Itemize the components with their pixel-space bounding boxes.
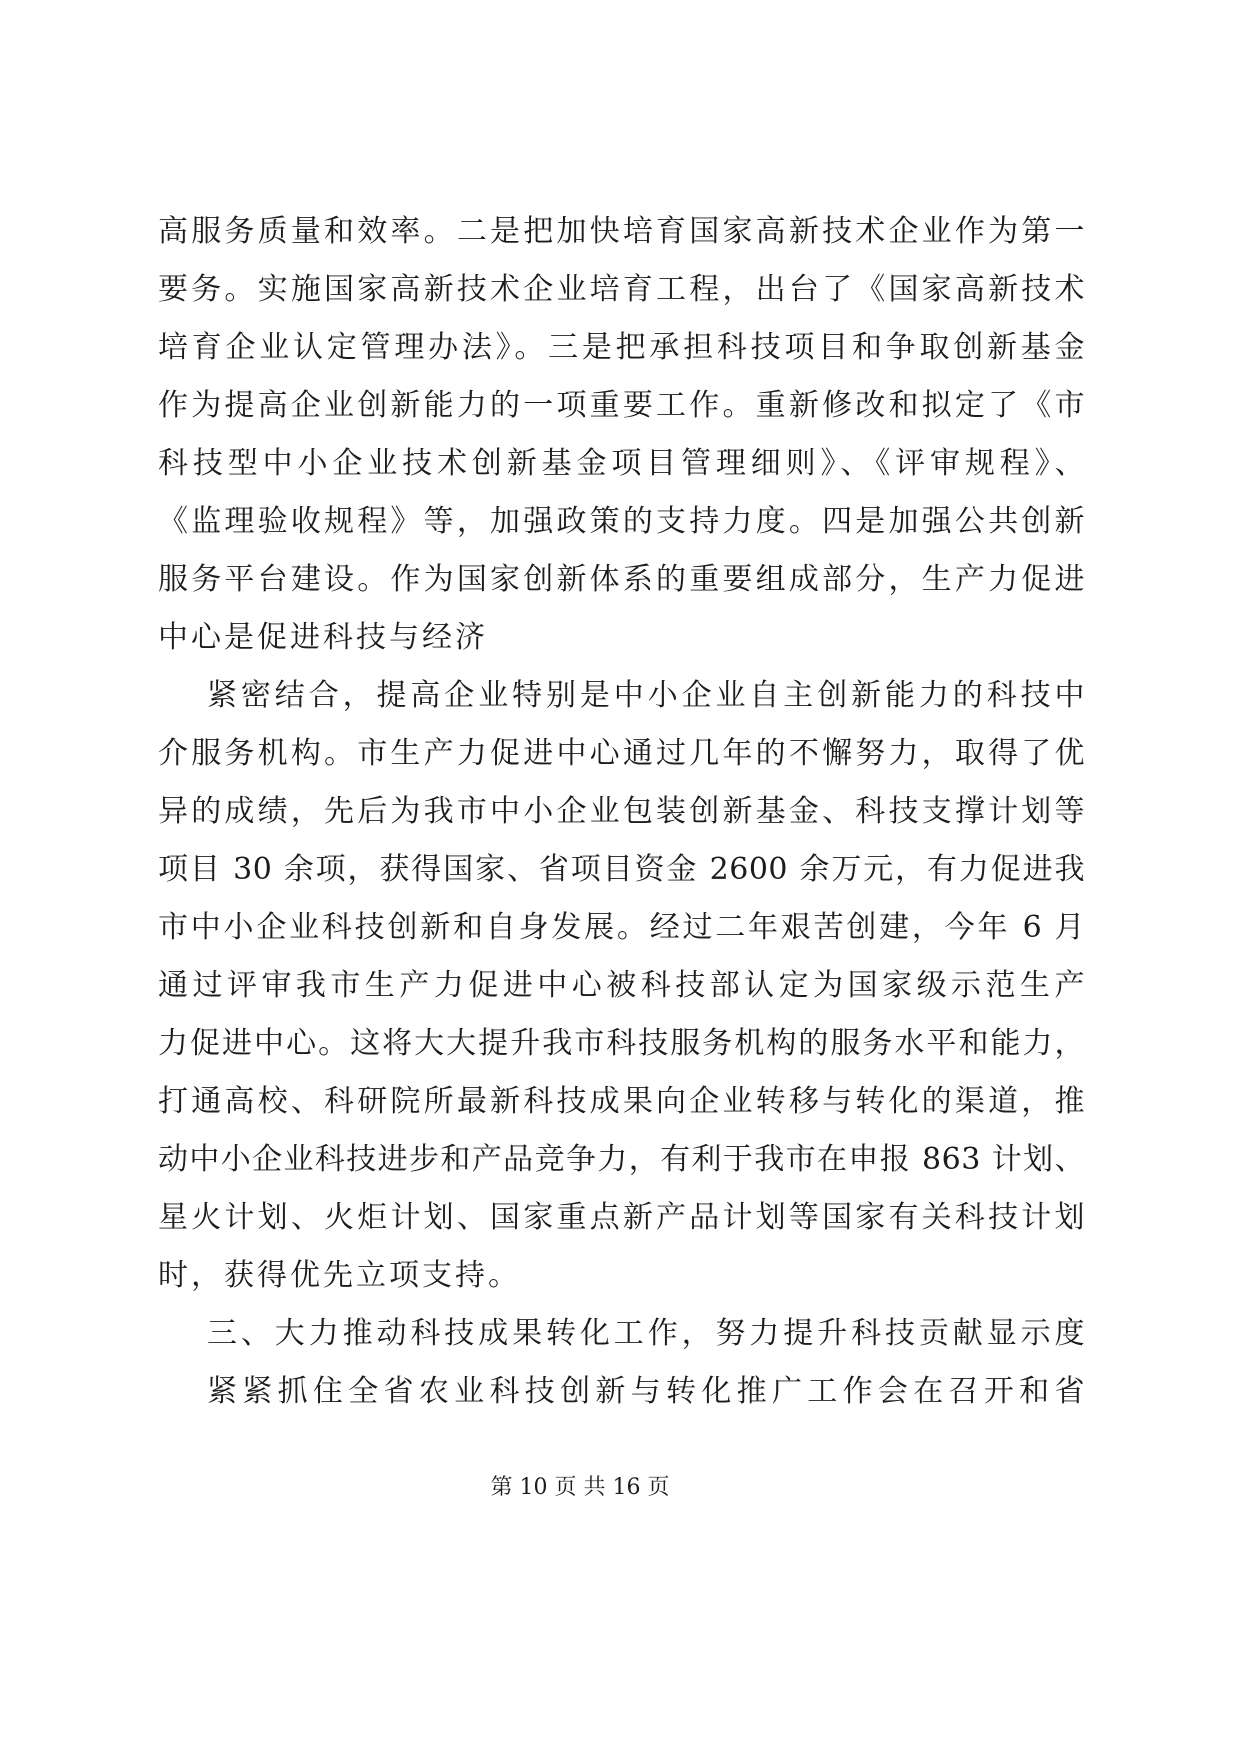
paragraph <box>158 667 1085 1305</box>
section-heading <box>158 1305 1085 1363</box>
text-line: 项目 30 余项，获得国家、省项目资金 2600 余万元，有力促进我 <box>158 852 1085 887</box>
paragraph <box>158 1363 1085 1421</box>
text-line: 作为提高企业创新能力的一项重要工作。重新修改和拟定了《市 <box>158 388 1085 423</box>
text-line: 星火计划、火炬计划、国家重点新产品计划等国家有关科技计划 <box>158 1200 1085 1235</box>
text-line: 培育企业认定管理办法》。三是把承担科技项目和争取创新基金 <box>158 330 1085 365</box>
text-line: 紧密结合，提高企业特别是中小企业自主创新能力的科技中 <box>207 678 1085 713</box>
text-line: 服务平台建设。作为国家创新体系的重要组成部分，生产力促进 <box>158 562 1085 597</box>
paragraph-continued <box>158 203 1085 667</box>
text-line: 要务。实施国家高新技术企业培育工程，出台了《国家高新技术 <box>158 272 1085 307</box>
text-line: 时，获得优先立项支持。 <box>158 1258 521 1293</box>
text-line: 力促进中心。这将大大提升我市科技服务机构的服务水平和能力， <box>158 1026 1085 1061</box>
text-line: 动中小企业科技进步和产品竞争力，有利于我市在申报 863 计划、 <box>158 1142 1085 1177</box>
text-line: 紧紧抓住全省农业科技创新与转化推广工作会在召开和省 <box>207 1374 1085 1409</box>
document-body <box>158 203 1085 1421</box>
text-line: 科技型中小企业技术创新基金项目管理细则》、《评审规程》、 <box>158 446 1085 481</box>
text-line: 打通高校、科研院所最新科技成果向企业转移与转化的渠道，推 <box>158 1084 1085 1119</box>
text-line: 异的成绩，先后为我市中小企业包装创新基金、科技支撑计划等 <box>158 794 1085 829</box>
text-line: 市中小企业科技创新和自身发展。经过二年艰苦创建，今年 6 月 <box>158 910 1085 945</box>
heading-line: 三、大力推动科技成果转化工作，努力提升科技贡献显示度 <box>207 1316 1085 1351</box>
page-footer: 第 10 页 共 16 页 <box>490 1475 670 1500</box>
text-line: 介服务机构。市生产力促进中心通过几年的不懈努力，取得了优 <box>158 736 1085 771</box>
text-line: 通过评审我市生产力促进中心被科技部认定为国家级示范生产 <box>158 968 1085 1003</box>
text-line: 《监理验收规程》等，加强政策的支持力度。四是加强公共创新 <box>158 504 1085 539</box>
text-line: 高服务质量和效率。二是把加快培育国家高新技术企业作为第一 <box>158 214 1085 249</box>
text-line: 中心是促进科技与经济 <box>158 620 488 655</box>
